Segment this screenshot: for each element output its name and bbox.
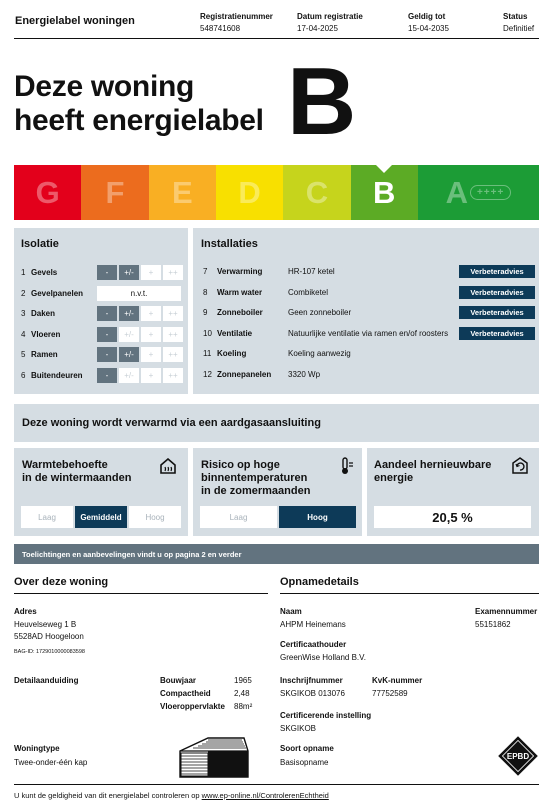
rating-cell: +/- bbox=[119, 347, 139, 362]
footer bbox=[14, 791, 329, 800]
scale-letter-d: D bbox=[238, 174, 261, 210]
row-label: Verwarming bbox=[217, 267, 263, 276]
scale-segment-g bbox=[14, 165, 81, 220]
rating-cell: + bbox=[141, 265, 161, 280]
rating-not-applicable: n.v.t. bbox=[97, 286, 181, 301]
renewable-share-value: 20,5 % bbox=[374, 506, 531, 528]
compactness-value: 2,48 bbox=[234, 689, 250, 698]
inspection-details-divider bbox=[280, 593, 539, 594]
row-label: Ventilatie bbox=[217, 328, 253, 338]
advisor-name-label: Naam bbox=[280, 607, 302, 616]
registration-date bbox=[297, 11, 363, 35]
isolation-row bbox=[21, 368, 183, 383]
overheating-risk-title-line3: in de zomermaanden bbox=[201, 485, 311, 497]
registration-date-label: Datum registratie bbox=[297, 12, 363, 21]
rating-cell: + bbox=[141, 327, 161, 342]
scale-segment-b bbox=[351, 165, 418, 220]
installation-row bbox=[203, 305, 535, 320]
overheating-risk-title bbox=[201, 459, 310, 498]
isolation-title: Isolatie bbox=[21, 238, 59, 250]
rating-cells bbox=[97, 286, 181, 301]
rating-cell: +/- bbox=[119, 265, 139, 280]
semi-detached-house-icon bbox=[178, 735, 250, 784]
gas-connection-panel bbox=[14, 404, 539, 442]
improvement-advice-button[interactable]: Verbeteradvies bbox=[459, 265, 535, 278]
isolation-panel bbox=[14, 228, 188, 394]
rating-cell: + bbox=[141, 368, 161, 383]
renewable-share-title-line1: Aandeel hernieuwbare bbox=[374, 459, 492, 471]
row-value: Koeling aanwezig bbox=[288, 349, 351, 359]
scale-letter-b: B bbox=[373, 174, 396, 210]
status bbox=[503, 11, 534, 35]
footer-text: U kunt de geldigheid van dit energielabel controleren op bbox=[14, 791, 202, 800]
rating-cell: - bbox=[97, 306, 117, 321]
row-label: Warm water bbox=[217, 287, 263, 297]
row-number: 6 bbox=[21, 371, 26, 380]
registration-no-value: SKGIKOB 013076 bbox=[280, 689, 345, 698]
row-label: Gevels bbox=[31, 268, 58, 277]
kvk-number-label: KvK-nummer bbox=[372, 676, 423, 685]
row-value: Natuurlijke ventilatie via ramen en/of roosters bbox=[288, 328, 449, 338]
isolation-row bbox=[21, 265, 183, 280]
installations-panel bbox=[193, 228, 539, 394]
status-label: Status bbox=[503, 12, 528, 21]
row-number: 3 bbox=[21, 309, 26, 319]
improvement-advice-button[interactable]: Verbeteradvies bbox=[459, 306, 535, 319]
about-home-title: Over deze woning bbox=[14, 576, 109, 588]
build-year-label: Bouwjaar bbox=[160, 676, 197, 685]
document-title: Energielabel woningen bbox=[15, 15, 135, 27]
rating-cell: ++ bbox=[163, 347, 183, 362]
registration-date-value: 17-04-2025 bbox=[297, 24, 338, 33]
headline-line2: heeft energielabel bbox=[14, 104, 264, 137]
valid-until bbox=[408, 11, 449, 35]
row-number: 4 bbox=[21, 329, 26, 339]
scale-letter-f: F bbox=[105, 174, 125, 210]
heat-demand-panel bbox=[14, 448, 188, 536]
installation-row bbox=[203, 367, 535, 382]
rating-cells bbox=[97, 265, 183, 280]
headline bbox=[14, 70, 264, 138]
renewable-share-panel bbox=[367, 448, 539, 536]
rating-cell: +/- bbox=[119, 368, 139, 383]
advisor-name-value: AHPM Heinemans bbox=[280, 620, 346, 629]
address-line1: Heuvelseweg 1 B bbox=[14, 620, 77, 629]
row-value: HR-107 ketel bbox=[288, 267, 335, 276]
energy-label-letter: B bbox=[287, 48, 355, 155]
certificate-holder-label: Certificaathouder bbox=[280, 640, 347, 649]
address-label: Adres bbox=[14, 607, 37, 616]
row-label: Zonneboiler bbox=[217, 308, 263, 318]
house-heat-icon bbox=[160, 458, 176, 479]
headline-line1: Deze woning bbox=[14, 70, 195, 103]
isolation-row bbox=[21, 327, 183, 342]
energy-label-scale bbox=[14, 165, 539, 220]
certifying-body-label: Certificerende instelling bbox=[280, 711, 372, 720]
about-home-divider bbox=[14, 593, 268, 594]
exam-number-label: Examennummer bbox=[475, 607, 538, 616]
registration-number bbox=[200, 11, 273, 35]
scale-option-laag: Laag bbox=[21, 506, 73, 528]
rating-cell: +/- bbox=[119, 306, 139, 321]
recycle-icon bbox=[510, 456, 530, 481]
compactness-label: Compactheid bbox=[160, 689, 211, 698]
row-value: Combiketel bbox=[288, 287, 329, 297]
row-label: Ramen bbox=[31, 350, 58, 360]
overheating-risk-title-line1: Risico op hoge bbox=[201, 459, 280, 471]
scale-option-hoog: Hoog bbox=[279, 506, 356, 528]
registration-no-label: Inschrijfnummer bbox=[280, 676, 343, 685]
heat-demand-title-line2: in de wintermaanden bbox=[22, 472, 132, 484]
rating-cell: - bbox=[97, 347, 117, 362]
rating-cells bbox=[97, 347, 183, 362]
build-year-value: 1965 bbox=[234, 676, 252, 685]
scale-letter-g: G bbox=[35, 174, 60, 210]
row-label: Buitendeuren bbox=[31, 371, 83, 380]
gas-connection-text: Deze woning wordt verwarmd via een aardgasaansluiting bbox=[22, 417, 321, 429]
renewable-share-title-line2: energie bbox=[374, 472, 414, 484]
bag-id: BAG-ID: 1729010000083598 bbox=[14, 649, 85, 655]
scale-option-gemiddeld: Gemiddeld bbox=[75, 506, 127, 528]
inspection-details-title: Opnamedetails bbox=[280, 576, 359, 588]
exam-number-value: 55151862 bbox=[475, 620, 511, 629]
rating-cell: - bbox=[97, 368, 117, 383]
active-label-marker bbox=[375, 164, 393, 173]
address-line2: 5528AD Hoogeloon bbox=[14, 632, 84, 641]
row-number: 1 bbox=[21, 268, 26, 277]
row-label: Gevelpanelen bbox=[31, 288, 84, 298]
valid-until-label: Geldig tot bbox=[408, 12, 446, 21]
row-number: 11 bbox=[203, 349, 212, 359]
installation-row bbox=[203, 285, 535, 300]
row-number: 7 bbox=[203, 267, 208, 276]
heat-demand-title-line1: Warmtebehoefte bbox=[22, 459, 108, 471]
scale-segment-f bbox=[81, 165, 148, 220]
installation-row bbox=[203, 326, 535, 341]
overheating-risk-title-line2: binnentemperaturen bbox=[201, 472, 308, 484]
renewable-share-title bbox=[374, 459, 491, 485]
row-number: 12 bbox=[203, 370, 212, 379]
scale-option-hoog: Hoog bbox=[129, 506, 181, 528]
rating-cells bbox=[97, 327, 183, 342]
epbd-logo bbox=[497, 735, 539, 782]
registration-number-label: Registratienummer bbox=[200, 12, 273, 21]
floor-area-value: 88m² bbox=[234, 702, 253, 711]
scale-segment-c bbox=[283, 165, 350, 220]
thermometer-icon bbox=[337, 457, 355, 480]
rating-cell: - bbox=[97, 327, 117, 342]
row-label: Koeling bbox=[217, 349, 247, 359]
scale-option-laag: Laag bbox=[200, 506, 277, 528]
epbd-logo-text: EPBD bbox=[506, 752, 530, 761]
row-number: 10 bbox=[203, 328, 212, 338]
rating-cells bbox=[97, 306, 183, 321]
scale-plus-badge: ++++ bbox=[470, 185, 511, 200]
scale-segment-a bbox=[418, 165, 539, 220]
overheating-risk-panel bbox=[193, 448, 362, 536]
status-value: Definitief bbox=[503, 24, 535, 33]
row-label: Daken bbox=[31, 309, 56, 319]
scale-letter-e: E bbox=[171, 174, 193, 210]
detail-label: Detailaanduiding bbox=[14, 676, 79, 685]
rating-cell: + bbox=[141, 347, 161, 362]
scale-segment-e bbox=[149, 165, 216, 220]
scale-letter-a: A bbox=[445, 174, 468, 210]
row-number: 9 bbox=[203, 308, 208, 318]
kvk-number-value: 77752589 bbox=[372, 689, 408, 698]
rating-cell: - bbox=[97, 265, 117, 280]
certifying-body-value: SKGIKOB bbox=[280, 724, 317, 733]
inspection-type-label: Soort opname bbox=[280, 744, 334, 753]
rating-cell: ++ bbox=[163, 306, 183, 321]
row-label: Zonnepanelen bbox=[217, 370, 272, 379]
row-label: Vloeren bbox=[31, 329, 61, 339]
header-divider bbox=[14, 38, 539, 39]
improvement-advice-button[interactable]: Verbeteradvies bbox=[459, 286, 535, 299]
valid-until-value: 15-04-2035 bbox=[408, 24, 449, 33]
rating-cell: ++ bbox=[163, 327, 183, 342]
scale-letter-c: C bbox=[305, 174, 329, 210]
installations-title: Installaties bbox=[201, 238, 258, 250]
heat-demand-title bbox=[22, 459, 131, 485]
row-value: Geen zonneboiler bbox=[288, 308, 352, 318]
row-number: 5 bbox=[21, 350, 26, 360]
overheating-risk-scale bbox=[200, 506, 356, 528]
rating-cell: ++ bbox=[163, 368, 183, 383]
floor-area-label: Vloeroppervlakte bbox=[160, 702, 225, 711]
row-value: 3320 Wp bbox=[288, 370, 321, 379]
inspection-type-value: Basisopname bbox=[280, 758, 329, 767]
isolation-row bbox=[21, 286, 183, 301]
certificate-holder-value: GreenWise Holland B.V. bbox=[280, 653, 366, 662]
rating-cells bbox=[97, 368, 183, 383]
registration-number-value: 548741608 bbox=[200, 24, 241, 33]
heat-demand-scale bbox=[21, 506, 181, 528]
isolation-row bbox=[21, 306, 183, 321]
improvement-advice-button[interactable]: Verbeteradvies bbox=[459, 327, 535, 340]
explanation-banner: Toelichtingen en aanbevelingen vindt u op pagina 2 en verder bbox=[14, 544, 539, 564]
installation-row bbox=[203, 264, 535, 279]
footer-divider bbox=[14, 784, 539, 785]
verification-link[interactable]: www.ep-online.nl/ControlerenEchtheid bbox=[201, 791, 329, 800]
row-number: 8 bbox=[203, 287, 208, 297]
scale-segment-d bbox=[216, 165, 283, 220]
dwelling-type-label: Woningtype bbox=[14, 744, 60, 753]
dwelling-type-value: Twee-onder-één kap bbox=[14, 758, 88, 767]
rating-cell: + bbox=[141, 306, 161, 321]
row-number: 2 bbox=[21, 288, 26, 298]
isolation-row bbox=[21, 347, 183, 362]
rating-cell: +/- bbox=[119, 327, 139, 342]
installation-row bbox=[203, 346, 535, 361]
rating-cell: ++ bbox=[163, 265, 183, 280]
